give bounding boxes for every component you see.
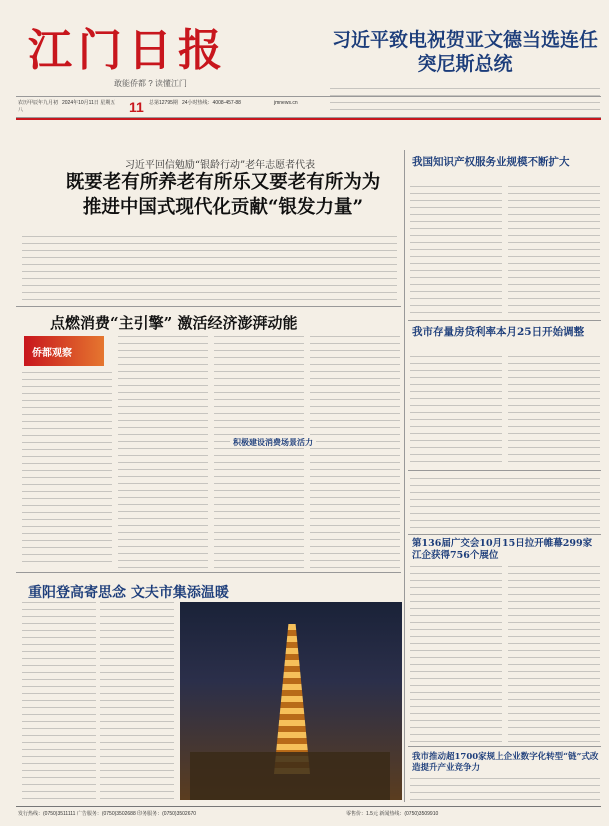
series-logo bbox=[24, 336, 104, 366]
crowd-silhouette bbox=[190, 752, 390, 800]
ip-col-2 bbox=[508, 186, 600, 316]
footer-price: 零售价：1.5元 新闻热线：(0750)3509910 bbox=[346, 811, 439, 817]
footer-hotlines: 发行热线：(0750)3511111 广告服务：(0750)3502688 印务服务：(0750)3502670 bbox=[18, 811, 197, 817]
lunar-date: 农历甲辰年九月初八 bbox=[18, 100, 59, 113]
series-label: 侨都观察 bbox=[32, 348, 72, 359]
canton-col-2 bbox=[508, 566, 600, 742]
consumption-col-4 bbox=[310, 336, 400, 568]
daily-number: 总第12795期 bbox=[149, 100, 178, 106]
divider bbox=[408, 746, 601, 747]
loan-headline[interactable]: 我市存量房贷利率本月25日开始调整 bbox=[412, 326, 585, 338]
lead-body-text bbox=[22, 236, 397, 302]
festival-col-1 bbox=[22, 602, 96, 802]
pagoda-photo bbox=[180, 602, 402, 800]
ip-col-1 bbox=[410, 186, 502, 316]
divider bbox=[16, 572, 401, 573]
newspaper-title: 江门日报 bbox=[28, 25, 228, 76]
industry-headline[interactable]: 我市推动超1700家规上企业数字化转型“链”式改造提升产业竞争力 bbox=[412, 752, 599, 773]
issue-date: 2024年10月11日 星期五 bbox=[62, 100, 116, 106]
column-divider bbox=[404, 150, 405, 802]
festival-col-2 bbox=[100, 602, 174, 802]
consumption-subhead: 积极建设消费场景活力 bbox=[230, 437, 316, 448]
website[interactable]: jmnews.cn bbox=[274, 100, 298, 106]
divider bbox=[16, 306, 401, 307]
divider bbox=[408, 534, 601, 535]
canton-col-1 bbox=[410, 566, 502, 742]
consumption-col-3 bbox=[214, 336, 304, 568]
masthead bbox=[0, 0, 609, 92]
masthead-rule bbox=[16, 118, 601, 120]
divider bbox=[408, 320, 601, 321]
text-block bbox=[330, 88, 600, 116]
hotline: 24小时热线：4008-457-88 bbox=[182, 100, 241, 106]
consumption-headline[interactable]: 点燃消费“主引擎” 激活经济澎湃动能 bbox=[50, 314, 298, 332]
brief-text bbox=[410, 478, 600, 532]
loan-col-2 bbox=[508, 356, 600, 466]
lead-kicker: 习近平回信勉励“银龄行动”老年志愿者代表 bbox=[124, 160, 316, 171]
festival-headline[interactable]: 重阳登高寄思念 文夫市集添温暖 bbox=[28, 585, 229, 601]
issue-number: 11 bbox=[129, 99, 144, 115]
divider bbox=[408, 470, 601, 471]
canton-fair-headline[interactable]: 第136届广交会10月15日拉开帷幕299家江企获得756个展位 bbox=[412, 538, 593, 561]
consumption-col-2 bbox=[118, 336, 208, 568]
consumption-col-1 bbox=[22, 372, 112, 568]
notice-strip bbox=[16, 122, 601, 132]
slogan: 敢能侨都 ? 读懂江门 bbox=[114, 79, 187, 88]
ip-headline[interactable]: 我国知识产权服务业规模不断扩大 bbox=[412, 156, 570, 168]
lead-headline[interactable]: 既要老有所养老有所乐又要老有所为为推进中国式现代化贡献“银发力量” bbox=[65, 172, 381, 218]
masthead-headline[interactable]: 习近平致电祝贺亚文德当选连任突尼斯总统 bbox=[331, 29, 598, 75]
loan-col-1 bbox=[410, 356, 502, 466]
footer bbox=[16, 806, 601, 820]
industry-text bbox=[410, 778, 600, 802]
